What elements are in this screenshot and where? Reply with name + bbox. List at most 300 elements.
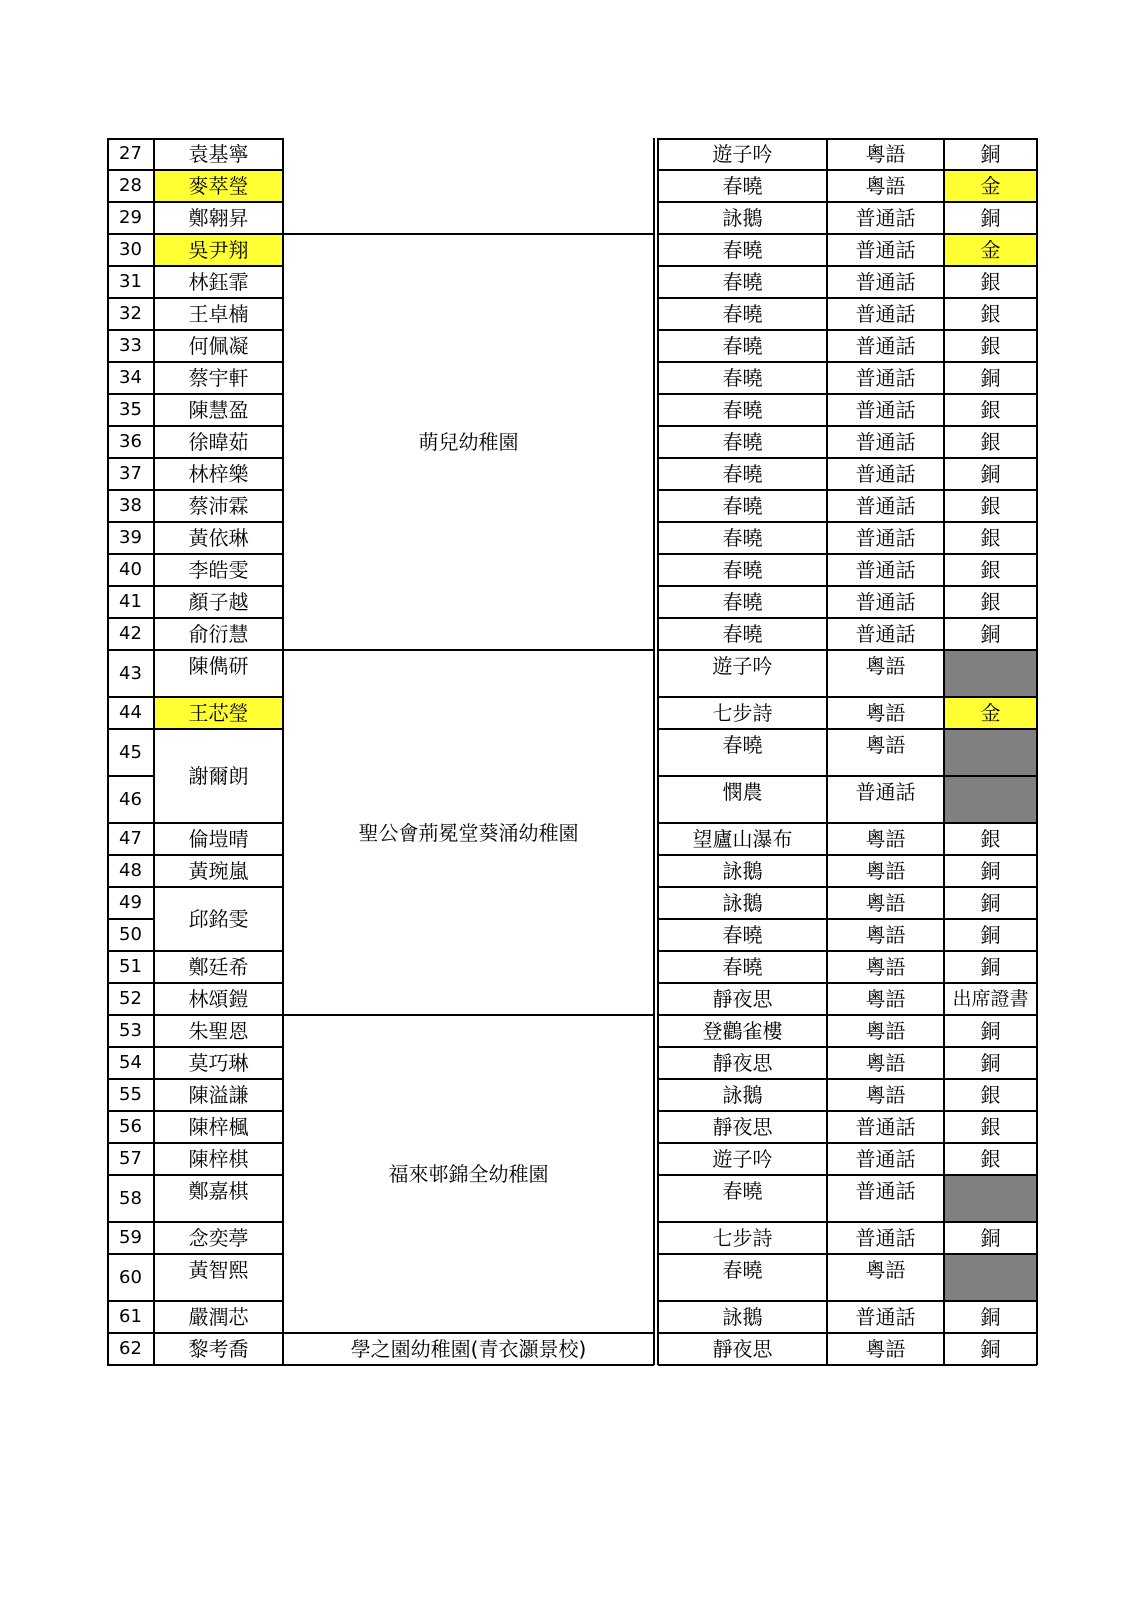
language: 粵語 [865,142,906,166]
student-name: 林梓樂 [188,462,249,486]
grid-line [107,138,109,1365]
grid-line [658,585,1037,587]
grid-line [658,950,1037,952]
student-name: 麥萃瑩 [154,170,283,202]
poem-title: 登鸛雀樓 [702,1019,783,1043]
award: 出席證書 [952,987,1029,1010]
grid-line [943,138,945,1365]
grid-line [658,425,1037,427]
row-number: 37 [119,463,142,484]
student-name: 莫巧琳 [188,1051,249,1075]
grid-line [107,233,154,235]
row-number: 48 [119,860,142,881]
grid-line [154,265,283,267]
poem-title: 詠鵝 [722,1083,763,1107]
language: 普通話 [855,1147,916,1171]
grid-line [658,775,1037,777]
award: 銅 [980,1226,1001,1250]
grid-line [658,1014,1037,1016]
grid-line [154,1078,283,1080]
award: 金 [944,234,1037,266]
language: 粵語 [865,827,906,851]
award: 銅 [980,1019,1001,1043]
grid-line [154,457,283,459]
row-number: 40 [119,559,142,580]
row-number: 52 [119,988,142,1009]
grid-line [154,1300,283,1302]
poem-title: 春曉 [722,590,763,614]
award [944,1175,1037,1222]
grid-line [107,1142,154,1144]
grid-line [154,728,283,730]
language: 普通話 [855,1305,916,1329]
row-number: 59 [119,1227,142,1248]
award: 銀 [980,270,1001,294]
award: 銀 [980,558,1001,582]
poem-title: 春曉 [722,174,763,198]
grid-line [658,361,1037,363]
award: 金 [944,170,1037,202]
award: 銅 [980,859,1001,883]
grid-line [658,489,1037,491]
grid-line [1036,138,1038,1365]
grid-line [107,728,154,730]
grid-line [154,854,283,856]
award: 銀 [980,494,1001,518]
student-name: 林鈺霏 [188,270,249,294]
student-name: 李皓雯 [188,558,249,582]
award: 銅 [980,366,1001,390]
grid-line [283,649,654,651]
grid-line [107,169,154,171]
poem-title: 望廬山瀑布 [692,827,793,851]
student-name: 鄭嘉棋 [188,1179,249,1203]
grid-line [283,1332,654,1334]
language: 粵語 [865,174,906,198]
grid-line [154,297,283,299]
language: 普通話 [855,558,916,582]
student-name: 黎考喬 [188,1337,249,1361]
language: 粵語 [865,1051,906,1075]
grid-line [107,1221,154,1223]
award: 銀 [980,334,1001,358]
grid-line [658,297,1037,299]
student-name: 王卓楠 [188,302,249,326]
grid-line [154,201,283,203]
grid-line [154,1046,283,1048]
row-number: 53 [119,1020,142,1041]
grid-line [107,649,154,651]
poem-title: 春曉 [722,398,763,422]
grid-line [658,822,1037,824]
grid-line [107,201,154,203]
grid-line [107,1332,154,1334]
poem-title: 靜夜思 [712,1115,773,1139]
poem-title: 七步詩 [712,1226,773,1250]
award: 銀 [980,827,1001,851]
language: 普通話 [855,526,916,550]
student-name: 黃智熙 [188,1258,249,1282]
poem-title: 春曉 [722,462,763,486]
grid-line [153,138,155,1365]
grid-line [107,553,154,555]
row-number: 46 [119,788,142,810]
row-number: 57 [119,1148,142,1169]
row-number: 58 [119,1187,142,1209]
poem-title: 靜夜思 [712,1337,773,1361]
student-name: 鄭廷希 [188,955,249,979]
award [944,1254,1037,1301]
award: 銅 [980,923,1001,947]
row-number: 28 [119,175,142,196]
language: 普通話 [855,1179,916,1203]
grid-line [107,521,154,523]
student-name: 顏子越 [188,590,249,614]
grid-line [154,950,283,952]
school-name [283,138,654,234]
student-name: 邱銘雯 [188,907,249,931]
grid-line [154,1142,283,1144]
row-number: 43 [119,662,142,684]
language: 粵語 [865,955,906,979]
grid-line [107,425,154,427]
language: 普通話 [855,430,916,454]
grid-line [154,1364,283,1366]
student-name: 倫塏晴 [188,827,249,851]
row-number: 30 [119,239,142,260]
grid-line [826,138,828,1365]
grid-line [107,489,154,491]
grid-line [282,138,284,1365]
grid-line [154,1332,283,1334]
language: 粵語 [865,891,906,915]
grid-line [107,1110,154,1112]
grid-line [107,822,154,824]
row-number: 60 [119,1266,142,1288]
grid-line [154,1110,283,1112]
row-number: 51 [119,956,142,977]
grid-line [658,617,1037,619]
grid-line [283,1014,654,1016]
grid-line [107,854,154,856]
grid-line [658,169,1037,171]
language: 普通話 [855,398,916,422]
row-number: 38 [119,495,142,516]
award [944,650,1037,697]
language: 普通話 [855,1226,916,1250]
grid-line [658,233,1037,235]
award [944,729,1037,776]
grid-line [658,1174,1037,1176]
student-name: 黃琬嵐 [188,859,249,883]
results-table [107,138,1060,1402]
award: 銀 [980,302,1001,326]
grid-line [658,854,1037,856]
row-number: 36 [119,431,142,452]
award: 銀 [980,1083,1001,1107]
grid-line [658,138,1037,140]
grid-line [658,457,1037,459]
language: 普通話 [855,780,916,804]
language: 粵語 [865,987,906,1011]
student-name: 陳溢謙 [188,1083,249,1107]
grid-line [154,553,283,555]
school-name: 學之園幼稚園(青衣灝景校) [350,1337,587,1361]
student-name: 黃依琳 [188,526,249,550]
grid-line [154,1174,283,1176]
grid-line [107,329,154,331]
student-name: 朱聖恩 [188,1019,249,1043]
grid-line [107,775,154,777]
row-number: 55 [119,1084,142,1105]
grid-line [658,329,1037,331]
grid-line [657,138,659,1365]
grid-line [658,918,1037,920]
award: 銅 [980,891,1001,915]
grid-line [107,886,154,888]
poem-title: 春曉 [722,1258,763,1282]
school-name: 福來邨錦全幼稚園 [388,1162,549,1186]
row-number: 41 [119,591,142,612]
language: 普通話 [855,270,916,294]
grid-line [658,696,1037,698]
grid-line [658,1332,1037,1334]
language: 粵語 [865,654,906,678]
language: 普通話 [855,462,916,486]
row-number: 29 [119,207,142,228]
language: 粵語 [865,1083,906,1107]
grid-line [154,329,283,331]
student-name: 嚴潤芯 [188,1305,249,1329]
grid-line [154,617,283,619]
grid-line [658,1221,1037,1223]
language: 普通話 [855,494,916,518]
grid-line [154,649,283,651]
student-name: 陳梓楓 [188,1115,249,1139]
grid-line [107,982,154,984]
award: 銅 [980,462,1001,486]
grid-line [658,393,1037,395]
grid-line [154,361,283,363]
poem-title: 遊子吟 [712,1147,773,1171]
grid-line [154,1014,283,1016]
language: 普通話 [855,238,916,262]
poem-title: 春曉 [722,238,763,262]
student-name: 陳梓棋 [188,1147,249,1171]
poem-title: 春曉 [722,733,763,757]
poem-title: 春曉 [722,526,763,550]
row-number: 42 [119,623,142,644]
grid-line [658,728,1037,730]
poem-title: 七步詩 [712,701,773,725]
grid-line [154,138,283,140]
grid-line [658,1253,1037,1255]
award: 銅 [980,1305,1001,1329]
row-number: 27 [119,143,142,164]
grid-line [107,918,154,920]
grid-line [154,1253,283,1255]
grid-line [154,489,283,491]
award: 銅 [980,1337,1001,1361]
award: 銅 [980,955,1001,979]
poem-title: 春曉 [722,1179,763,1203]
grid-line [154,696,283,698]
row-number: 62 [119,1338,142,1359]
award: 銅 [980,142,1001,166]
award: 銀 [980,1147,1001,1171]
grid-line [154,521,283,523]
poem-title: 靜夜思 [712,1051,773,1075]
grid-line [658,1142,1037,1144]
grid-line [107,265,154,267]
student-name: 王芯瑩 [154,697,283,729]
row-number: 39 [119,527,142,548]
school-name: 萌兒幼稚園 [418,430,519,454]
row-number: 45 [119,741,142,763]
poem-title: 詠鵝 [722,206,763,230]
grid-line [154,425,283,427]
grid-line [658,1364,1037,1366]
grid-line [107,950,154,952]
student-name: 陳慧盈 [188,398,249,422]
grid-line [658,201,1037,203]
language: 普通話 [855,590,916,614]
poem-title: 春曉 [722,270,763,294]
grid-line [107,696,154,698]
grid-line [107,1078,154,1080]
school-name: 聖公會荊冕堂葵涌幼稚園 [358,820,579,845]
grid-line [107,1300,154,1302]
grid-line [154,393,283,395]
award: 銀 [980,430,1001,454]
poem-title: 靜夜思 [712,987,773,1011]
row-number: 56 [119,1116,142,1137]
grid-line [154,585,283,587]
student-name: 袁基寧 [188,142,249,166]
grid-line [107,617,154,619]
student-name: 林頌鎧 [188,987,249,1011]
grid-line [154,169,283,171]
grid-line [107,1253,154,1255]
poem-title: 春曉 [722,558,763,582]
student-name: 蔡沛霖 [188,494,249,518]
grid-line [107,1174,154,1176]
grid-line [658,886,1037,888]
language: 普通話 [855,206,916,230]
student-name: 徐暐茹 [188,430,249,454]
student-name: 蔡宇軒 [188,366,249,390]
language: 粵語 [865,701,906,725]
award [944,776,1037,823]
award: 金 [944,697,1037,729]
grid-line [154,982,283,984]
grid-line [658,1046,1037,1048]
award: 銅 [980,1051,1001,1075]
grid-line [107,1364,154,1366]
language: 粵語 [865,1019,906,1043]
grid-line [107,361,154,363]
grid-line [658,649,1037,651]
grid-line [154,822,283,824]
row-number: 44 [119,702,142,723]
poem-title: 憫農 [722,780,763,804]
row-number: 47 [119,828,142,849]
row-number: 49 [119,892,142,913]
language: 粵語 [865,1258,906,1282]
grid-line [658,1078,1037,1080]
poem-title: 春曉 [722,430,763,454]
grid-line [658,553,1037,555]
language: 粵語 [865,859,906,883]
grid-line [107,1046,154,1048]
grid-line [658,521,1037,523]
row-number: 31 [119,271,142,292]
grid-line [107,297,154,299]
row-number: 34 [119,367,142,388]
row-number: 35 [119,399,142,420]
language: 普通話 [855,334,916,358]
grid-line [154,233,283,235]
language: 粵語 [865,923,906,947]
poem-title: 詠鵝 [722,859,763,883]
row-number: 61 [119,1306,142,1327]
award: 銀 [980,590,1001,614]
student-name: 念奕葶 [188,1226,249,1250]
row-number: 32 [119,303,142,324]
poem-title: 遊子吟 [712,142,773,166]
student-name: 俞衍慧 [188,622,249,646]
student-name: 謝爾朗 [188,764,249,788]
grid-line [658,265,1037,267]
student-name: 鄭翱昇 [188,206,249,230]
row-number: 54 [119,1052,142,1073]
grid-line [658,1110,1037,1112]
poem-title: 遊子吟 [712,654,773,678]
language: 普通話 [855,1115,916,1139]
award: 銀 [980,1115,1001,1139]
poem-title: 春曉 [722,366,763,390]
grid-line [283,233,654,235]
poem-title: 春曉 [722,334,763,358]
language: 粵語 [865,1337,906,1361]
language: 普通話 [855,302,916,326]
grid-line [658,1300,1037,1302]
row-number: 50 [119,924,142,945]
award: 銅 [980,622,1001,646]
row-number: 33 [119,335,142,356]
poem-title: 春曉 [722,955,763,979]
award: 銀 [980,526,1001,550]
grid-line [154,886,283,888]
poem-title: 春曉 [722,622,763,646]
student-name: 何佩凝 [188,334,249,358]
grid-line [107,1014,154,1016]
language: 粵語 [865,733,906,757]
grid-line [653,138,655,1365]
grid-line [107,585,154,587]
grid-line [658,982,1037,984]
language: 普通話 [855,366,916,390]
poem-title: 詠鵝 [722,891,763,915]
language: 普通話 [855,622,916,646]
poem-title: 春曉 [722,494,763,518]
award: 銅 [980,206,1001,230]
student-name: 吳尹翔 [154,234,283,266]
award: 銀 [980,398,1001,422]
poem-title: 詠鵝 [722,1305,763,1329]
grid-line [283,1364,654,1366]
poem-title: 春曉 [722,302,763,326]
